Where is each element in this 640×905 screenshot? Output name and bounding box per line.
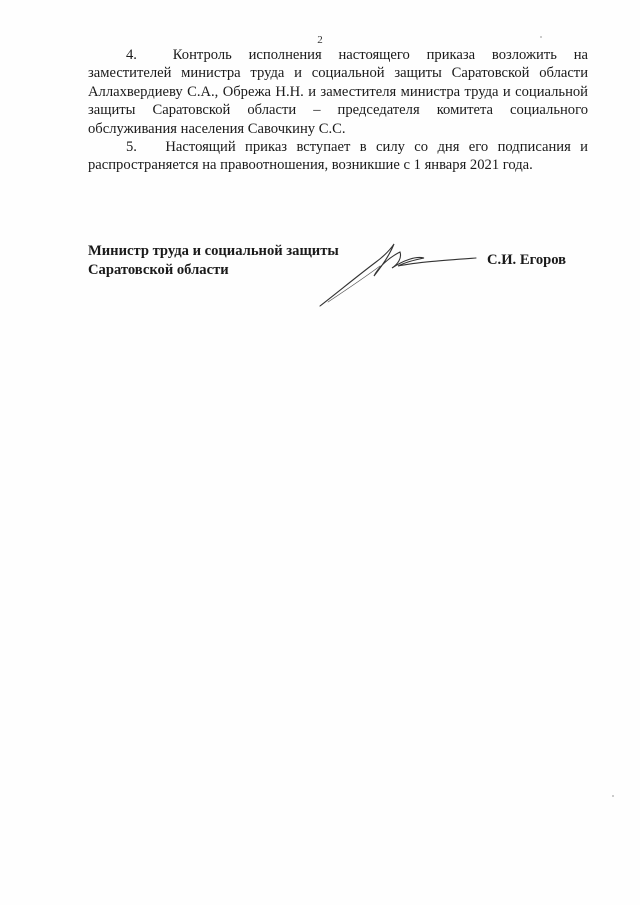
position-line-2: Саратовской области bbox=[88, 262, 229, 278]
paragraph-5 bbox=[88, 138, 588, 175]
scan-speck bbox=[540, 36, 542, 38]
paragraph-4 bbox=[88, 46, 588, 138]
page-number: 2 bbox=[317, 34, 323, 46]
paragraph-number: 5. bbox=[126, 139, 137, 156]
paragraph-text: Контроль исполнения настоящего приказа возложить на заместителей министра труда и социальной защиты Саратовской области Аллахвердиеву С.А., Обрежа Н.Н. и заместителя министра труда и социальной защиты Саратовской области – председателя комитета социального обслуживания населения Савочкину С.С. bbox=[88, 47, 588, 137]
handwritten-signature bbox=[318, 240, 478, 310]
scan-speck bbox=[612, 795, 614, 797]
paragraph-number: 4. bbox=[126, 47, 137, 63]
document-body bbox=[88, 46, 588, 175]
signatory-position bbox=[88, 242, 339, 280]
position-line-1: Министр труда и социальной защиты bbox=[88, 243, 339, 259]
paragraph-text: Настоящий приказ вступает в силу со дня его подписания и распространяется на правоотношения, возникшие с 1 января 2021 года. bbox=[88, 139, 588, 174]
signatory-name: С.И. Егоров bbox=[487, 252, 567, 268]
